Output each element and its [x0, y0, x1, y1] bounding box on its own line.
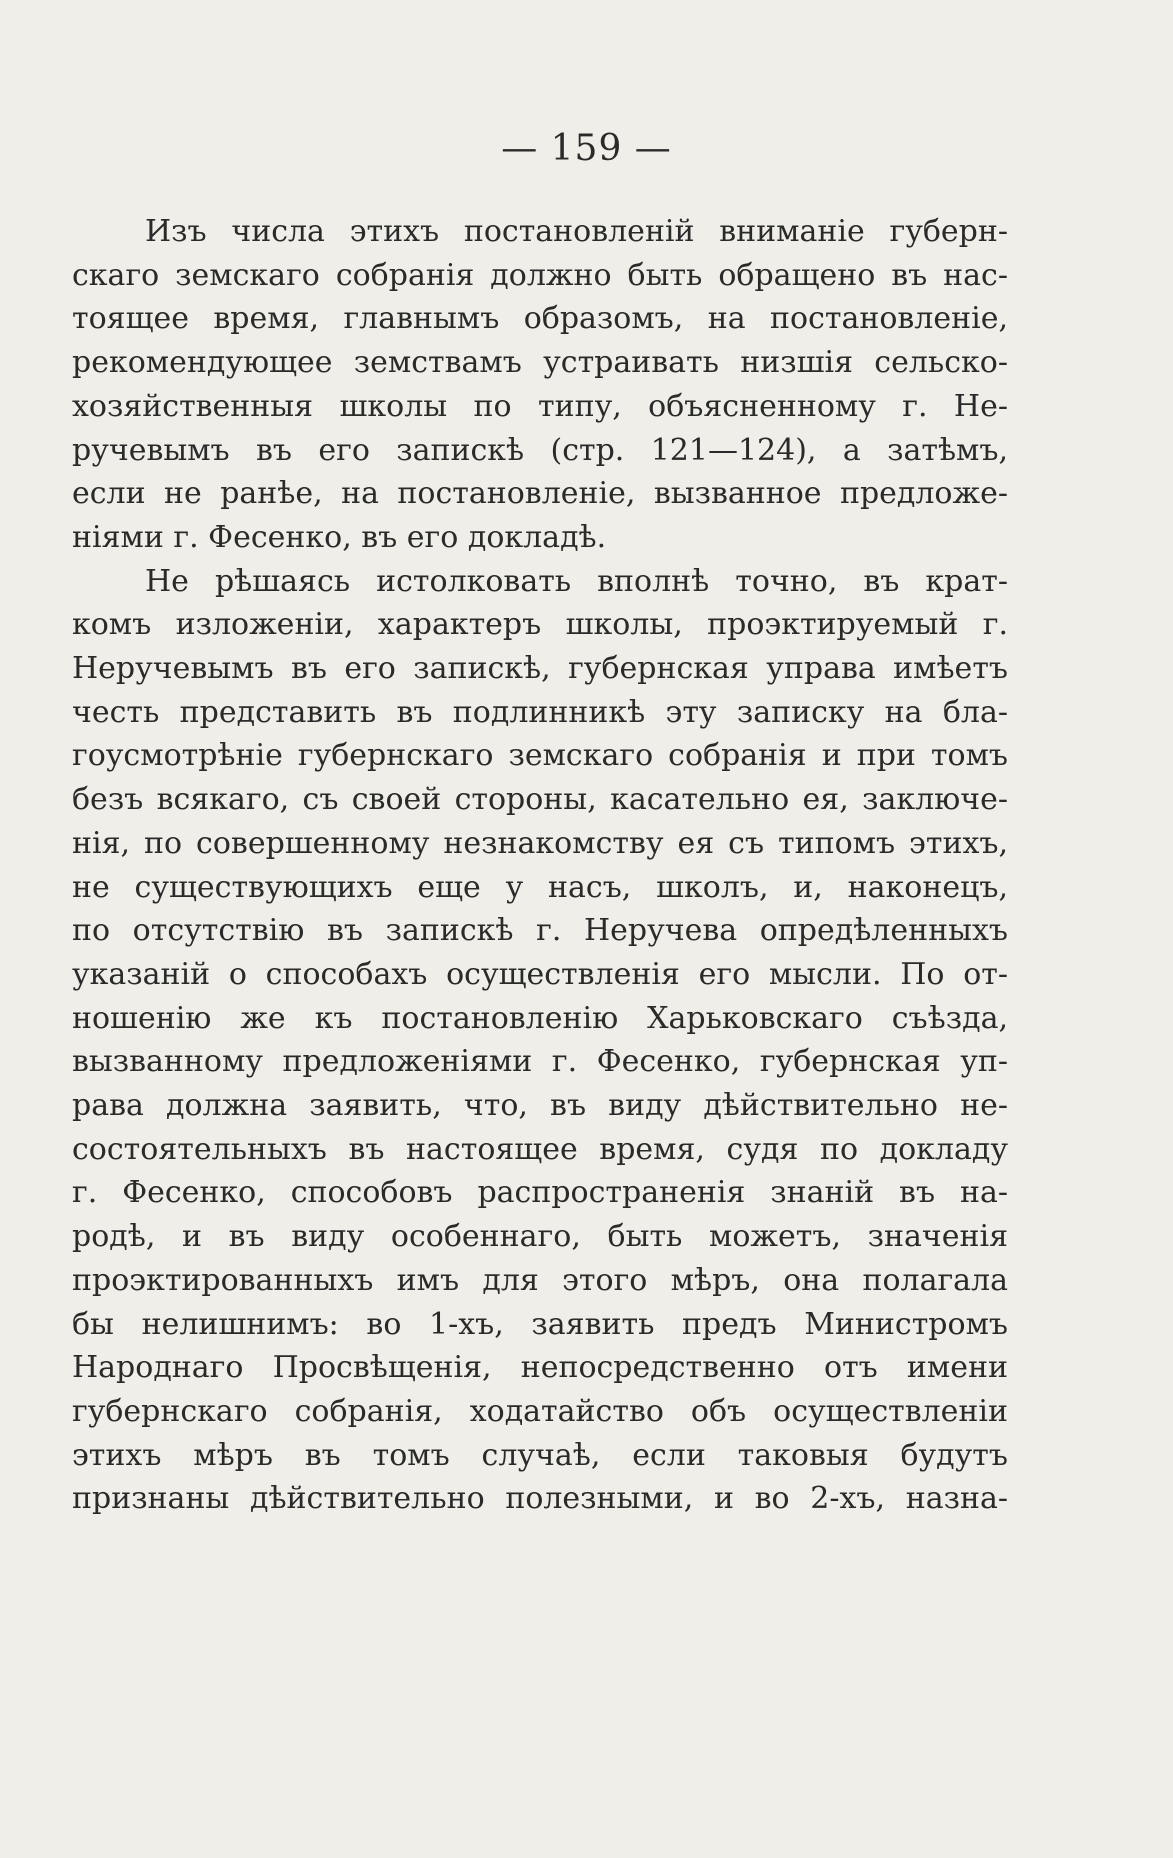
text-line: Народнаго Просвѣщенія, непосредственно отъ имени: [72, 1350, 1008, 1385]
text-line: Не рѣшаясь истолковать вполнѣ точно, въ крат-: [145, 564, 1008, 599]
text-line: указаній о способахъ осуществленія его мысли. По от-: [72, 957, 1008, 992]
text-line: комъ изложеніи, характеръ школы, проэктируемый г.: [72, 607, 1008, 642]
text-line: Изъ числа этихъ постановленій вниманіе губерн-: [145, 214, 1008, 249]
text-line: признаны дѣйствительно полезными, и во 2-хъ, назна-: [72, 1481, 1008, 1516]
text-line: гоусмотрѣніе губернскаго земскаго собранія и при томъ: [72, 738, 1008, 773]
text-line: ніями г. Фесенко, въ его докладѣ.: [72, 520, 607, 555]
text-line: тоящее время, главнымъ образомъ, на постановленіе,: [72, 301, 1008, 336]
text-line: нія, по совершенному незнакомству ея съ типомъ этихъ,: [72, 826, 1008, 861]
text-line: родѣ, и въ виду особеннаго, быть можетъ, значенія: [72, 1219, 1008, 1254]
text-line: г. Фесенко, способовъ распространенія знаній въ на-: [72, 1175, 1008, 1210]
text-line: проэктированныхъ имъ для этого мѣръ, она полагала: [72, 1263, 1008, 1298]
text-line: вызванному предложеніями г. Фесенко, губернская уп-: [72, 1044, 1008, 1079]
text-line: хозяйственныя школы по типу, объясненному г. Не-: [72, 389, 1008, 424]
text-line: рекомендующее земствамъ устраивать низшія сельско-: [72, 345, 1008, 380]
text-line: по отсутствію въ запискѣ г. Неручева опредѣленныхъ: [72, 913, 1008, 948]
text-line: ручевымъ въ его запискѣ (стр. 121—124), а затѣмъ,: [72, 433, 1008, 468]
text-line: Неручевымъ въ его запискѣ, губернская управа имѣетъ: [72, 651, 1008, 686]
text-line: безъ всякаго, съ своей стороны, касательно ея, заключе-: [72, 782, 1008, 817]
text-line: ношенію же къ постановленію Харьковскаго съѣзда,: [72, 1001, 1008, 1036]
page-number: — 159 —: [501, 128, 672, 169]
text-line: состоятельныхъ въ настоящее время, судя по докладу: [72, 1132, 1008, 1167]
text-line: бы нелишнимъ: во 1-хъ, заявить предъ Министромъ: [72, 1307, 1008, 1342]
text-line: рава должна заявить, что, въ виду дѣйствительно не-: [72, 1088, 1008, 1123]
text-line: губернскаго собранія, ходатайство объ осуществленіи: [72, 1394, 1008, 1429]
text-line: честь представить въ подлинникѣ эту записку на бла-: [72, 695, 1008, 730]
text-line: не существующихъ еще у насъ, школъ, и, наконецъ,: [72, 870, 1008, 905]
text-line: если не ранѣе, на постановленіе, вызванное предложе-: [72, 476, 1008, 511]
text-line: этихъ мѣръ въ томъ случаѣ, если таковыя будутъ: [72, 1438, 1008, 1473]
text-line: скаго земскаго собранія должно быть обращено въ нас-: [72, 258, 1008, 293]
